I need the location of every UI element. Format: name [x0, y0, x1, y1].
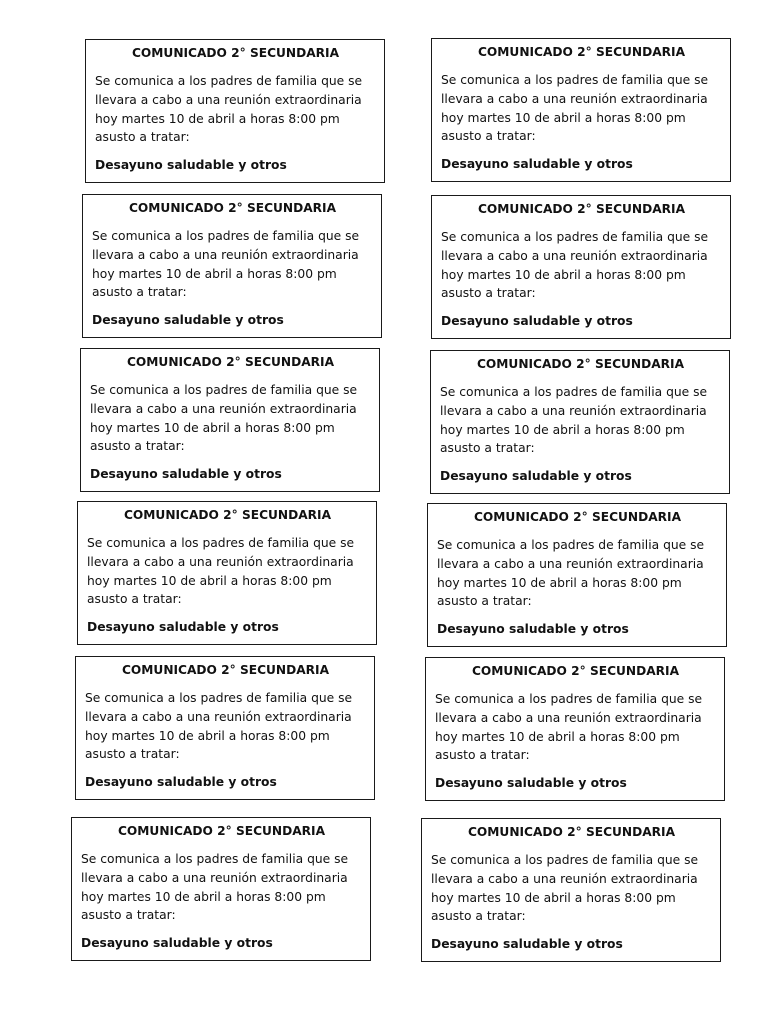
- notice-card: [82, 194, 382, 338]
- notice-body: Se comunica a los padres de familia que se llevara a cabo a una reunión extraordinaria hoy martes 10 de abril a horas 8:00 pm asusto a tratar:: [437, 538, 705, 609]
- notice-body: Se comunica a los padres de familia que se llevara a cabo a una reunión extraordinaria hoy martes 10 de abril a horas 8:00 pm asusto a tratar:: [435, 692, 703, 763]
- notice-body: Se comunica a los padres de familia que se llevara a cabo a una reunión extraordinaria hoy martes 10 de abril a horas 8:00 pm asusto a tratar:: [87, 536, 355, 607]
- notice-title: COMUNICADO 2° SECUNDARIA: [123, 508, 332, 522]
- notice-card: [430, 350, 730, 494]
- notice-card: [80, 348, 380, 492]
- notice-title: COMUNICADO 2° SECUNDARIA: [121, 663, 330, 677]
- notice-body: Se comunica a los padres de familia que se llevara a cabo a una reunión extraordinaria hoy martes 10 de abril a horas 8:00 pm asusto a tratar:: [440, 385, 708, 456]
- notice-body: Se comunica a los padres de familia que se llevara a cabo a una reunión extraordinaria hoy martes 10 de abril a horas 8:00 pm asusto a tratar:: [441, 230, 709, 301]
- notice-body: Se comunica a los padres de familia que se llevara a cabo a una reunión extraordinaria hoy martes 10 de abril a horas 8:00 pm asusto a tratar:: [81, 852, 349, 923]
- notice-topic: Desayuno saludable y otros: [437, 622, 629, 637]
- notice-card: [431, 195, 731, 339]
- notice-card: [421, 818, 721, 962]
- notice-card: [85, 39, 385, 183]
- notice-card: [431, 38, 731, 182]
- notice-topic: Desayuno saludable y otros: [81, 936, 273, 951]
- notice-body: Se comunica a los padres de familia que se llevara a cabo a una reunión extraordinaria hoy martes 10 de abril a horas 8:00 pm asusto a tratar:: [85, 691, 353, 762]
- notice-topic: Desayuno saludable y otros: [441, 157, 633, 172]
- notice-body: Se comunica a los padres de familia que se llevara a cabo a una reunión extraordinaria hoy martes 10 de abril a horas 8:00 pm asusto a tratar:: [95, 74, 363, 145]
- notice-title: COMUNICADO 2° SECUNDARIA: [476, 357, 685, 371]
- notice-title: COMUNICADO 2° SECUNDARIA: [117, 824, 326, 838]
- notice-title: COMUNICADO 2° SECUNDARIA: [131, 46, 340, 60]
- notice-card: [71, 817, 371, 961]
- notice-title: COMUNICADO 2° SECUNDARIA: [473, 510, 682, 524]
- notice-topic: Desayuno saludable y otros: [92, 313, 284, 328]
- notice-topic: Desayuno saludable y otros: [431, 937, 623, 952]
- notice-topic: Desayuno saludable y otros: [95, 158, 287, 173]
- notice-topic: Desayuno saludable y otros: [440, 469, 632, 484]
- notice-title: COMUNICADO 2° SECUNDARIA: [477, 45, 686, 59]
- notice-topic: Desayuno saludable y otros: [441, 314, 633, 329]
- notice-card: [427, 503, 727, 647]
- notice-topic: Desayuno saludable y otros: [435, 776, 627, 791]
- notice-title: COMUNICADO 2° SECUNDARIA: [128, 201, 337, 215]
- notice-title: COMUNICADO 2° SECUNDARIA: [471, 664, 680, 678]
- notice-title: COMUNICADO 2° SECUNDARIA: [477, 202, 686, 216]
- notice-title: COMUNICADO 2° SECUNDARIA: [126, 355, 335, 369]
- notice-topic: Desayuno saludable y otros: [90, 467, 282, 482]
- notice-body: Se comunica a los padres de familia que se llevara a cabo a una reunión extraordinaria hoy martes 10 de abril a horas 8:00 pm asusto a tratar:: [441, 73, 709, 144]
- notice-title: COMUNICADO 2° SECUNDARIA: [467, 825, 676, 839]
- notice-body: Se comunica a los padres de familia que se llevara a cabo a una reunión extraordinaria hoy martes 10 de abril a horas 8:00 pm asusto a tratar:: [431, 853, 699, 924]
- notice-body: Se comunica a los padres de familia que se llevara a cabo a una reunión extraordinaria hoy martes 10 de abril a horas 8:00 pm asusto a tratar:: [90, 383, 358, 454]
- notice-topic: Desayuno saludable y otros: [87, 620, 279, 635]
- notice-card: [75, 656, 375, 800]
- notice-topic: Desayuno saludable y otros: [85, 775, 277, 790]
- notice-card: [77, 501, 377, 645]
- notice-card: [425, 657, 725, 801]
- notice-body: Se comunica a los padres de familia que se llevara a cabo a una reunión extraordinaria hoy martes 10 de abril a horas 8:00 pm asusto a tratar:: [92, 229, 360, 300]
